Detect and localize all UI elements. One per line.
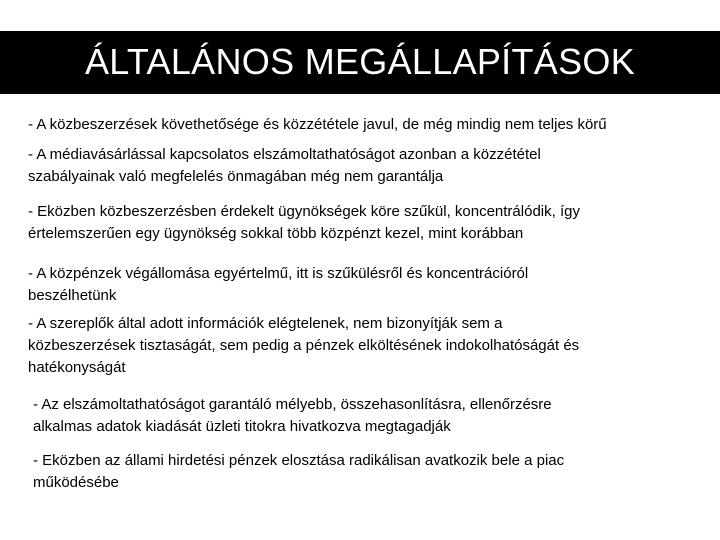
finding-3-line-1: - Eközben közbeszerzésben érdekelt ügynökségek köre szűkül, koncentrálódik, így: [28, 203, 580, 220]
finding-4-line-1: - A közpénzek végállomása egyértelmű, itt is szűkülésről és koncentrációról: [28, 265, 529, 282]
finding-5: [28, 313, 579, 379]
finding-1: [28, 114, 607, 136]
finding-6-line-2: alkalmas adatok kiadását üzleti titokra hivatkozva megtagadják: [33, 418, 451, 435]
finding-1-line-1: - A közbeszerzések követhetősége és közzététele javul, de még mindig nem teljes körű: [28, 116, 607, 133]
finding-4-line-2: beszélhetünk: [28, 287, 117, 304]
slide-title: ÁLTALÁNOS MEGÁLLAPÍTÁSOK: [84, 41, 636, 82]
finding-6-line-1: - Az elszámoltathatóságot garantáló mélyebb, összehasonlításra, ellenőrzésre: [33, 396, 552, 413]
finding-2-line-2: szabályainak való megfelelés önmagában még nem garantálja: [28, 168, 444, 185]
finding-5-line-3: hatékonyságát: [28, 359, 126, 376]
finding-4: [28, 263, 528, 307]
finding-3-line-2: értelemszerűen egy ügynökség sokkal több közpénzt kezel, mint korábban: [28, 225, 524, 242]
finding-2-line-1: - A médiavásárlással kapcsolatos elszámoltathatóságot azonban a közzététel: [28, 146, 541, 163]
finding-2: [28, 144, 541, 188]
finding-7: [33, 450, 564, 494]
finding-6: [33, 394, 552, 438]
finding-7-line-1: - Eközben az állami hirdetési pénzek elosztása radikálisan avatkozik bele a piac: [33, 452, 565, 469]
title-bar: [0, 31, 720, 94]
finding-5-line-2: közbeszerzések tisztaságát, sem pedig a pénzek elköltésének indokolhatóságát és: [28, 337, 580, 354]
finding-5-line-1: - A szereplők által adott információk elégtelenek, nem bizonyítják sem a: [28, 315, 503, 332]
finding-3: [28, 201, 580, 245]
finding-7-line-2: működésébe: [33, 474, 119, 491]
